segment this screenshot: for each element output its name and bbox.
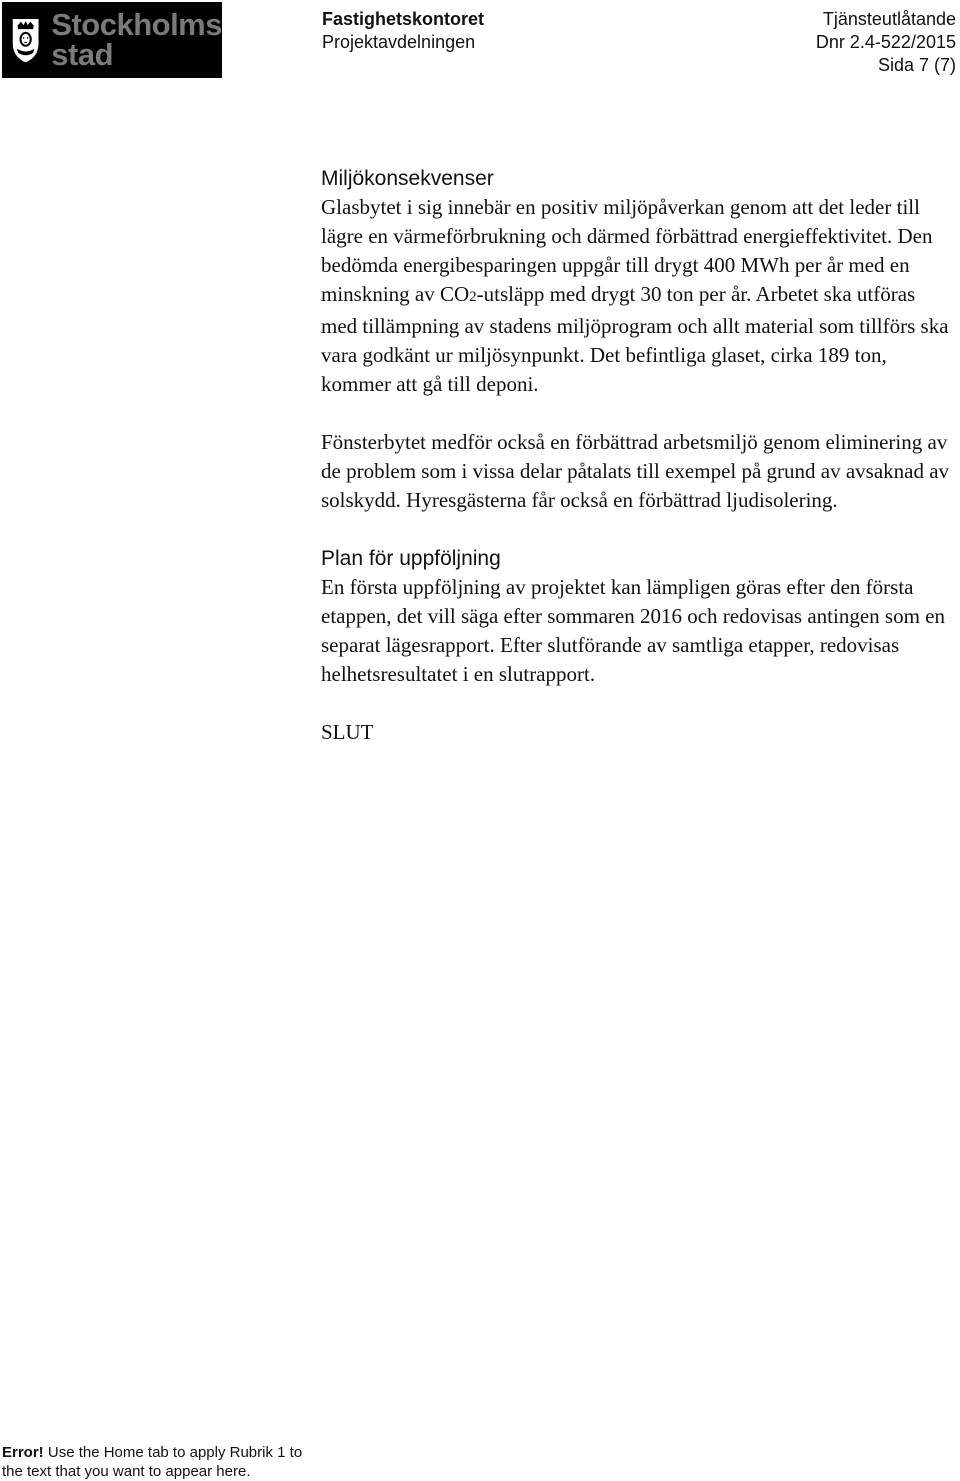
paragraph-gap: [321, 689, 953, 718]
header-status: Tjänsteutlåtande: [822, 9, 956, 29]
paragraph-gap: [321, 399, 953, 428]
logo-wordmark: [51, 7, 222, 72]
logo-line-1: Stockholms: [51, 7, 222, 42]
section-heading-followup: Plan för uppföljning: [321, 547, 501, 570]
header-department: Projektavdelningen: [322, 32, 476, 52]
footer-error-label: Error!: [2, 1444, 44, 1461]
paragraph-text: -utsläpp med drygt 30 ton per år. Arbetet ska utföras med tillämpning av stadens miljöprogram och allt material som tillförs ska vara godkänt ur miljösynpunkt. Det befintliga glaset, cirka 189 ton, kommer att gå till deponi.: [321, 282, 949, 396]
footer-error-text: Use the Home tab to apply Rubrik 1 to the text that you want to appear here.: [2, 1444, 303, 1480]
header-left: [322, 8, 484, 54]
section-heading-environment: Miljökonsekvenser: [321, 167, 494, 190]
document-body: [321, 164, 953, 747]
paragraph-followup-1: En första uppföljning av projektet kan lämpligen göras efter den första etappen, det vill säga efter sommaren 2016 och redovisas antingen som en separat lägesrapport. Efter slutförande av samtliga etapper, redovisas helhetsresultatet i en slutrapport.: [321, 575, 945, 686]
footer-error-message: [2, 1443, 322, 1481]
stockholms-stad-logo: [2, 2, 222, 78]
header-reference: Dnr 2.4-522/2015: [815, 32, 956, 52]
paragraph-text: Glasbytet i sig innebär en positiv miljöpåverkan genom att det leder till lägre en värmeförbrukning och därmed förbättrad energieffektivitet. Den bedömda energibesparingen uppgår till drygt 400 MWh per år med en minskning av CO: [321, 195, 933, 306]
logo-line-2: stad: [51, 37, 114, 72]
paragraph-environment-2: Fönsterbytet medför också en förbättrad arbetsmiljö genom eliminering av de problem som i vissa delar påtalats till exempel på grund av avsaknad av solskydd. Hyresgästerna får också en förbättrad ljudisolering.: [321, 430, 950, 512]
header-org: Fastighetskontoret: [322, 9, 485, 29]
closing-text: SLUT: [321, 720, 374, 744]
header-page-number: Sida 7 (7): [877, 55, 956, 75]
co2-subscript: 2: [469, 289, 477, 305]
paragraph-gap: [321, 515, 953, 544]
paragraph-environment-1: [321, 193, 953, 399]
crest-icon: [6, 5, 45, 75]
header-right: [816, 8, 956, 77]
